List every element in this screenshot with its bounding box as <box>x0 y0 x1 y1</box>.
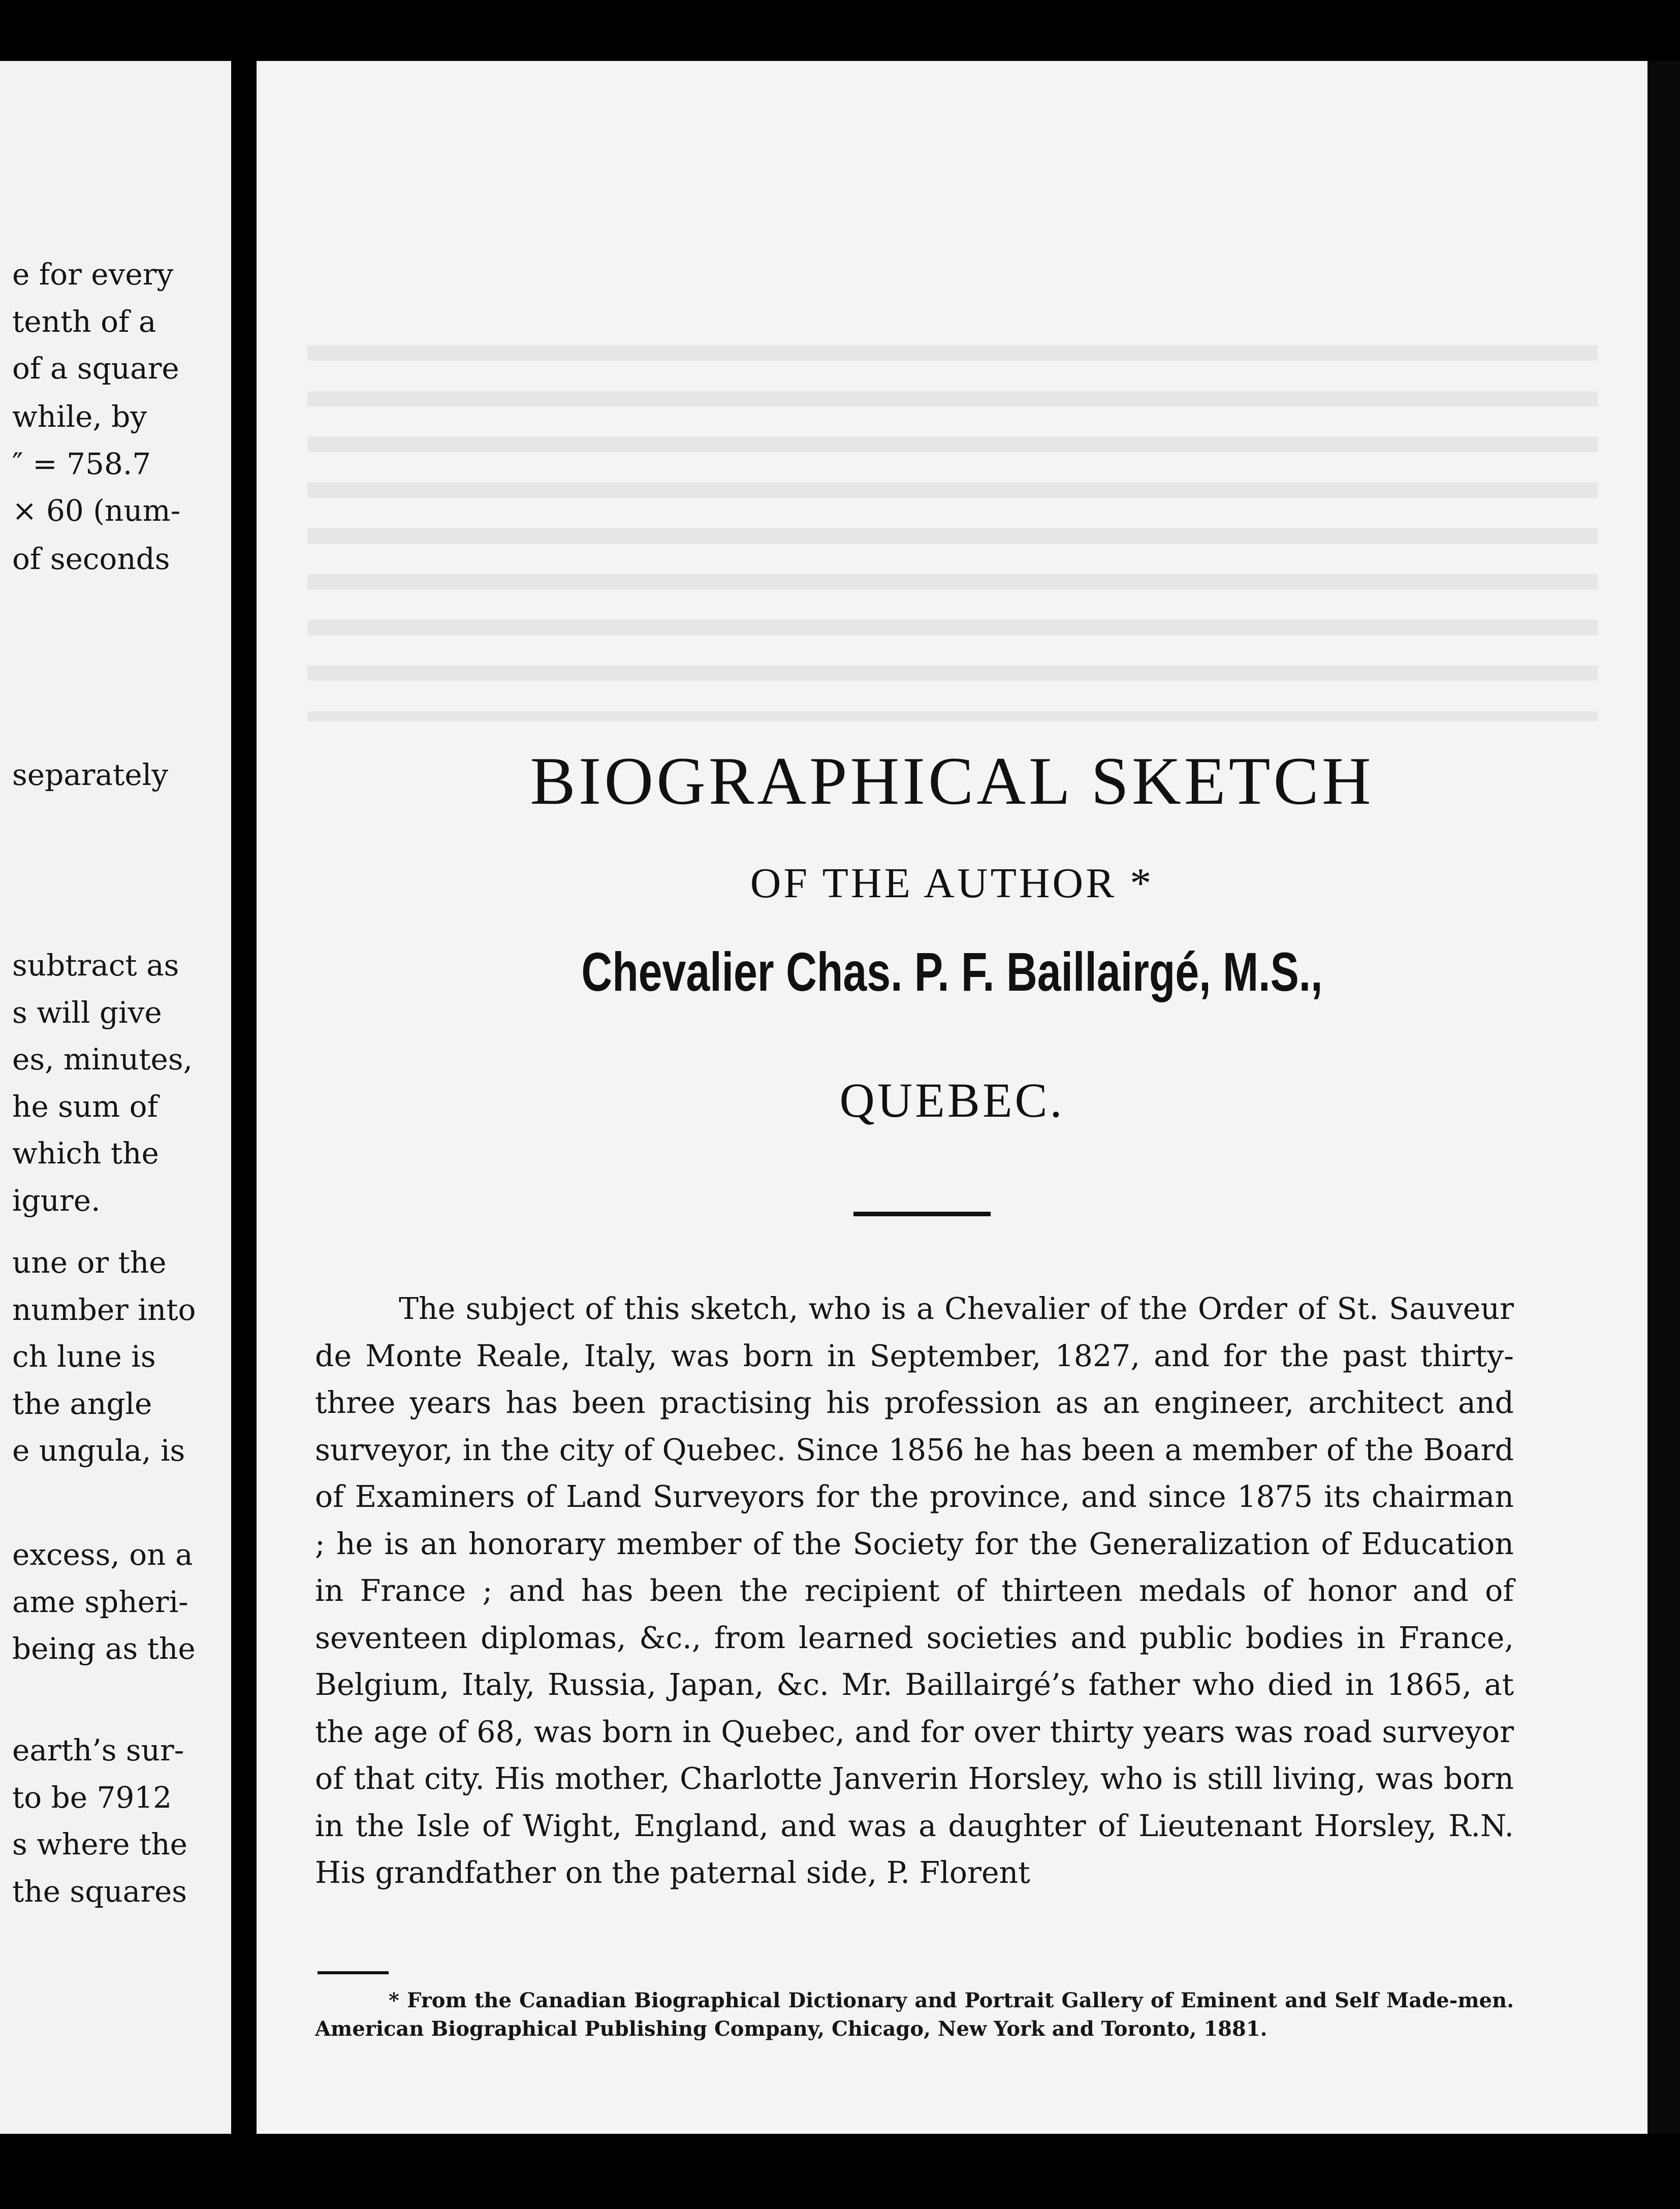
title-divider <box>853 1212 991 1216</box>
left-text-line: igure. <box>12 1183 101 1218</box>
left-text-line: of a square <box>12 351 179 386</box>
left-text-line: s will give <box>12 995 162 1030</box>
main-page <box>257 61 1647 2134</box>
page-title: BIOGRAPHICAL SKETCH <box>530 743 1374 818</box>
footnote-divider <box>318 1971 389 1974</box>
show-through-texture <box>307 315 1598 721</box>
left-text-line: s where the <box>12 1827 187 1861</box>
body-paragraph: The subject of this sketch, who is a Chevalier of the Order of St. Sauveur de Monte Reale, Italy, was born in September, 1827, and for the past thirty-three years has been practising his profession as an engineer, architect and surveyor, in the city of Quebec. Since 1856 he has been a member of the Board of Examiners of Land Surveyors for the province, and since 1875 its chairman ; he is an honorary member of the Society for the Generalization of Education in France ; and has been the recipient of thirteen medals of honor and of seventeen diplomas, &c., from learned societies and public bodies in France, Belgium, Italy, Russia, Japan, &c. Mr. Baillairgé’s father who died in 1865, at the age of 68, was born in Quebec, and for over thirty years was road surveyor of that city. His mother, Charlotte Janverin Horsley, who is still living, was born in the Isle of Wight, England, and was a daughter of Lieutenant Horsley, R.N. His grandfather on the paternal side, P. Florent <box>315 1291 1514 1890</box>
binding-gutter <box>231 61 257 2209</box>
left-text-line: ame spheri- <box>12 1585 188 1619</box>
left-text-line: une or the <box>12 1245 167 1280</box>
left-text-line: which the <box>12 1136 159 1171</box>
left-text-line: to be 7912 <box>12 1780 172 1815</box>
left-text-line: × 60 (num- <box>12 493 181 528</box>
left-text-line: es, minutes, <box>12 1042 193 1077</box>
left-text-line: subtract as <box>12 948 179 983</box>
scan-border-bottom <box>0 2134 1680 2209</box>
left-text-line: tenth of a <box>12 304 156 339</box>
left-text-line: the angle <box>12 1386 152 1421</box>
left-text-line: he sum of <box>12 1089 159 1124</box>
left-text-line: excess, on a <box>12 1537 193 1572</box>
page-subtitle: OF THE AUTHOR * <box>750 860 1154 907</box>
left-text-line: number into <box>12 1292 196 1327</box>
left-text-line: earth’s sur- <box>12 1733 184 1768</box>
author-name: Chevalier Chas. P. F. Baillairgé, M.S., <box>581 941 1323 1002</box>
scan-border-top <box>0 0 1680 61</box>
place-heading: QUEBEC. <box>839 1073 1065 1127</box>
footnote: * From the Canadian Biographical Dictionary and Portrait Gallery of Eminent and Self Made-men. American Biographical Publishing Company, Chicago, New York and Toronto, 1881. <box>315 1989 1514 2041</box>
left-text-line: separately <box>12 758 169 792</box>
left-text-line: e for every <box>12 257 174 292</box>
left-text-line: being as the <box>12 1631 196 1666</box>
left-page-fragment <box>0 61 231 2134</box>
left-text-line: the squares <box>12 1874 187 1909</box>
left-text-line: ch lune is <box>12 1339 156 1374</box>
left-text-line: e ungula, is <box>12 1433 185 1468</box>
scan-border-right <box>1647 61 1680 2209</box>
left-text-line: of seconds <box>12 542 170 576</box>
left-text-line: while, by <box>12 399 147 434</box>
left-text-line: ″ = 758.7 <box>12 447 151 481</box>
